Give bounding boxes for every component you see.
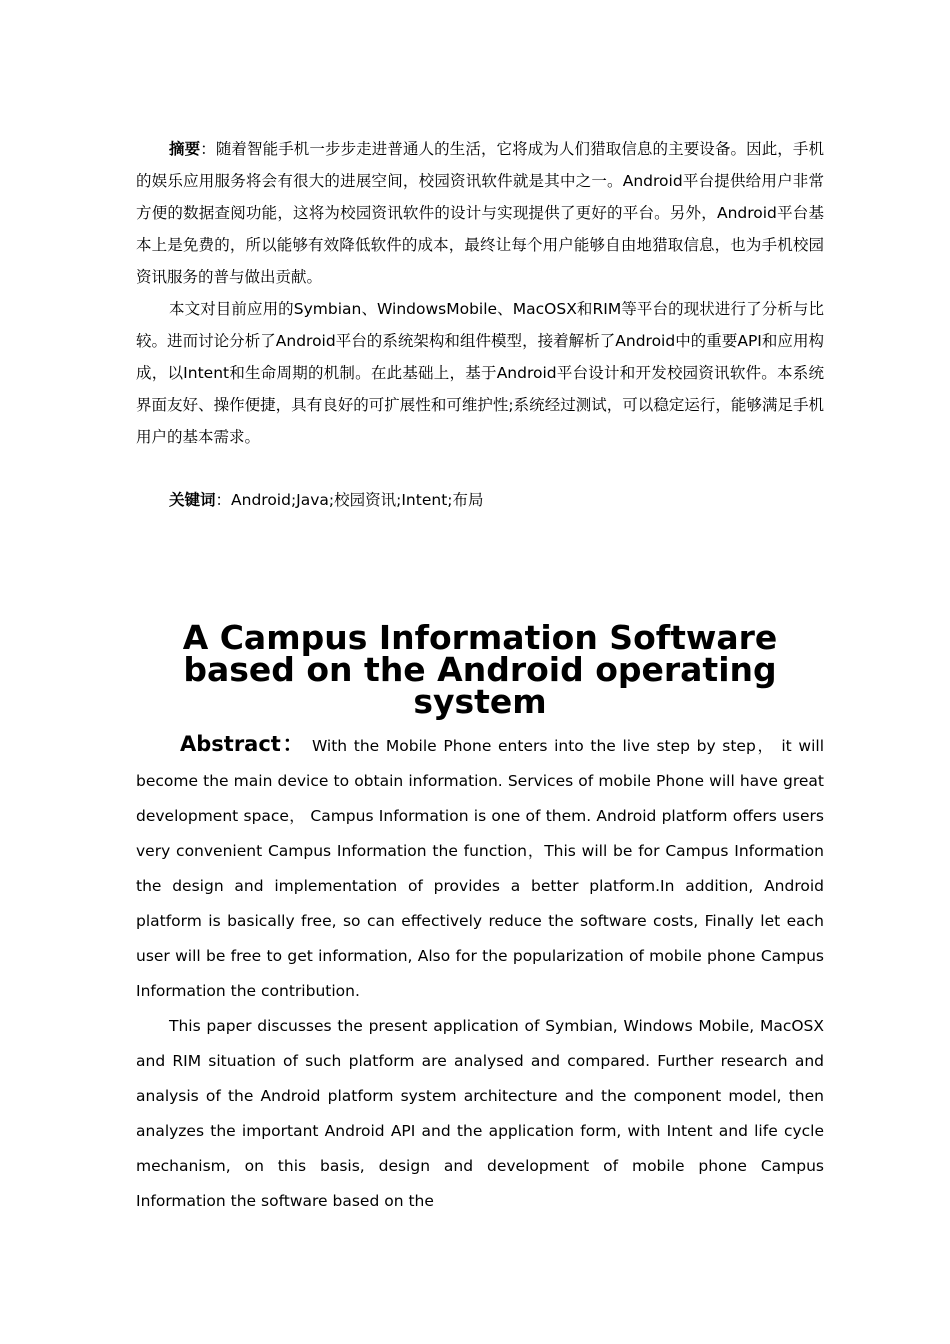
english-abstract-text-1: With the Mobile Phone enters into the live step by step， it will become the main device to obtain information. Services of mobile Phone will have great development space， Campus Information is one of them. Android platform offers users very convenient Campus Information the function，This will be for Campus Information the design and implementation of provides a better platform.In addition, Android platform is basically free, so can effectively reduce the software costs, Finally let each user will be free to get information, Also for the popularization of mobile phone Campus Information the contribution. (136, 737, 825, 1000)
chinese-abstract-label: 摘要 (169, 140, 201, 158)
chinese-keywords-label: 关键词 (169, 491, 216, 509)
chinese-keywords-text: Android;Java;校园资讯;Intent;布局 (231, 491, 484, 509)
english-abstract-label: Abstract： (180, 732, 306, 756)
chinese-keywords-colon: ： (215, 491, 232, 509)
chinese-abstract-paragraph-2: 本文对目前应用的Symbian、WindowsMobile、MacOSX和RIM等平台的现状进行了分析与比较。进而讨论分析了Android平台的系统架构和组件模型，接着解析了Android中的重要API和应用构成，以Intent和生命周期的机制。在此基础上，基于Android平台设计和开发校园资讯软件。本系统界面友好、操作便捷，具有良好的可扩展性和可维护性;系统经过测试，可以稳定运行，能够满足手机用户的基本需求。 (136, 300, 824, 446)
english-title: A Campus Information Software based on the Android operating system (182, 618, 778, 721)
chinese-abstract-colon: ： (200, 140, 216, 158)
english-abstract (136, 727, 824, 1219)
english-abstract-paragraph-2: This paper discusses the present application of Symbian, Windows Mobile, MacOSX and RIM situation of such platform are analysed and compared. Further research and analysis of the Android platform system architecture and the component model, then analyzes the important Android API and the application form, with Intent and life cycle mechanism, on this basis, design and development of mobile phone Campus Information the software based on the (136, 1017, 824, 1210)
chinese-keywords (136, 484, 824, 516)
english-abstract-paragraph-1 (136, 727, 824, 1009)
chinese-abstract-text-1: 随着智能手机一步步走进普通人的生活，它将成为人们猎取信息的主要设备。因此，手机的娱乐应用服务将会有很大的进展空间，校园资讯软件就是其中之一。Android平台提供给用户非常方便的数据查阅功能，这将为校园资讯软件的设计与实现提供了更好的平台。另外，Android平台基本上是免费的，所以能够有效降低软件的成本，最终让每个用户能够自由地猎取信息，也为手机校园资讯服务的普与做出贡献。 (136, 140, 824, 286)
chinese-abstract (136, 133, 824, 453)
chinese-abstract-paragraph-1 (136, 133, 824, 293)
